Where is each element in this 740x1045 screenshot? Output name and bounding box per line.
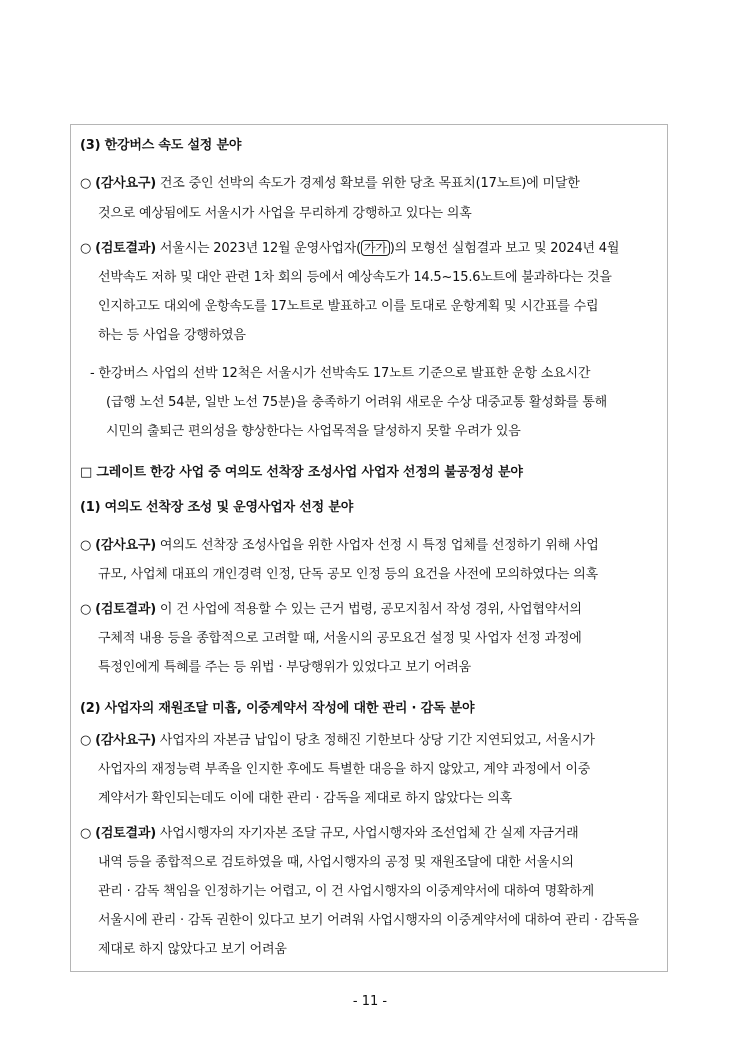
text-line: )의 모형선 실험결과 보고 및 2024년 4월 xyxy=(389,241,620,256)
text-line: 선박속도 저하 및 대안 관련 1차 회의 등에서 예상속도가 14.5~15.6노트에 불과하다는 것을 xyxy=(98,270,612,285)
audit-request-tag: (감사요구) xyxy=(95,538,156,553)
paragraph-review-result xyxy=(80,601,582,619)
bullet-circle: ○ xyxy=(80,538,96,553)
text-line: 하는 등 사업을 강행하였음 xyxy=(98,328,246,343)
text-line: 시민의 출퇴근 편의성을 향상한다는 사업목적을 달성하지 못할 우려가 있음 xyxy=(106,424,521,439)
text-line: 구체적 내용 등을 종합적으로 고려할 때, 서울시의 공모요건 설정 및 사업자 선정 과정에 xyxy=(98,631,582,646)
text-line: 이 건 사업에 적용할 수 있는 근거 법령, 공모지침서 작성 경위, 사업협약서의 xyxy=(156,602,582,617)
text-line: 여의도 선착장 조성사업을 위한 사업자 선정 시 특정 업체를 선정하기 위해 사업 xyxy=(156,538,599,553)
text-line: 내역 등을 종합적으로 검토하였을 때, 사업시행자의 공정 및 재원조달에 대한 서울시의 xyxy=(98,855,574,870)
text-line: 계약서가 확인되는데도 이에 대한 관리 · 감독을 제대로 하지 않았다는 의혹 xyxy=(98,791,512,806)
audit-request-tag: (감사요구) xyxy=(95,733,156,748)
review-result-tag: (검토결과) xyxy=(95,241,156,256)
bullet-circle: ○ xyxy=(80,826,96,841)
text-line: 것으로 예상됨에도 서울시가 사업을 무리하게 강행하고 있다는 의혹 xyxy=(98,206,472,221)
text-line: 사업자의 자본금 납입이 당초 정해진 기한보다 상당 기간 지연되었고, 서울시가 xyxy=(156,733,595,748)
text-line: 서울시는 2023년 12월 운영사업자( xyxy=(156,241,361,256)
paragraph-audit-request xyxy=(80,732,595,750)
subsection-heading-2: (2) 사업자의 재원조달 미흡, 이중계약서 작성에 대한 관리 · 감독 분야 xyxy=(80,701,475,716)
text-line: 서울시에 관리 · 감독 권한이 있다고 보기 어려워 사업시행자의 이중계약서에 대하여 관리 · 감독을 xyxy=(98,913,639,928)
text-line: 인지하고도 대외에 운항속도를 17노트로 발표하고 이를 토대로 운항계획 및 시간표를 수립 xyxy=(98,299,599,314)
text-line: 사업자의 재정능력 부족을 인지한 후에도 특별한 대응을 하지 않았고, 계약 과정에서 이중 xyxy=(98,762,591,777)
bullet-circle: ○ xyxy=(80,176,96,191)
text-line: 제대로 하지 않았다고 보기 어려움 xyxy=(98,942,287,957)
text-line: 규모, 사업체 대표의 개인경력 인정, 단독 공모 인정 등의 요건을 사전에 모의하였다는 의혹 xyxy=(98,567,598,582)
text-line: 특정인에게 특혜를 주는 등 위법 · 부당행위가 있었다고 보기 어려움 xyxy=(98,660,471,675)
paragraph-review-result xyxy=(80,825,578,843)
page-number: - 11 - xyxy=(352,994,388,1009)
text-line: 관리 · 감독 책임을 인정하기는 어렵고, 이 건 사업시행자의 이중계약서에 대하여 명확하게 xyxy=(98,884,595,899)
bullet-circle: ○ xyxy=(80,241,96,256)
text-line: 사업시행자의 자기자본 조달 규모, 사업시행자와 조선업체 간 실제 자금거래 xyxy=(156,826,579,841)
review-result-tag: (검토결과) xyxy=(95,826,156,841)
section-heading-yeouido: □ 그레이트 한강 사업 중 여의도 선착장 조성사업 사업자 선정의 불공정성 분야 xyxy=(80,465,523,480)
bullet-circle: ○ xyxy=(80,602,96,617)
section-heading-speed: (3) 한강버스 속도 설정 분야 xyxy=(80,138,242,153)
subsection-heading-1: (1) 여의도 선착장 조성 및 운영사업자 선정 분야 xyxy=(80,500,354,515)
bullet-circle: ○ xyxy=(80,733,96,748)
audit-request-tag: (감사요구) xyxy=(95,176,156,191)
redacted-name-box: 가가 xyxy=(361,240,390,256)
review-result-tag: (검토결과) xyxy=(95,602,156,617)
paragraph-audit-request xyxy=(80,537,599,555)
paragraph-audit-request xyxy=(80,175,580,193)
dash-item: - 한강버스 사업의 선박 12척은 서울시가 선박속도 17노트 기준으로 발표한 운항 소요시간 xyxy=(90,366,591,381)
text-line: (급행 노선 54분, 일반 노선 75분)을 충족하기 어려워 새로운 수상 대중교통 활성화를 통해 xyxy=(106,395,607,410)
text-line: 건조 중인 선박의 속도가 경제성 확보를 위한 당초 목표치(17노트)에 미달한 xyxy=(156,176,580,191)
paragraph-review-result xyxy=(80,240,619,258)
